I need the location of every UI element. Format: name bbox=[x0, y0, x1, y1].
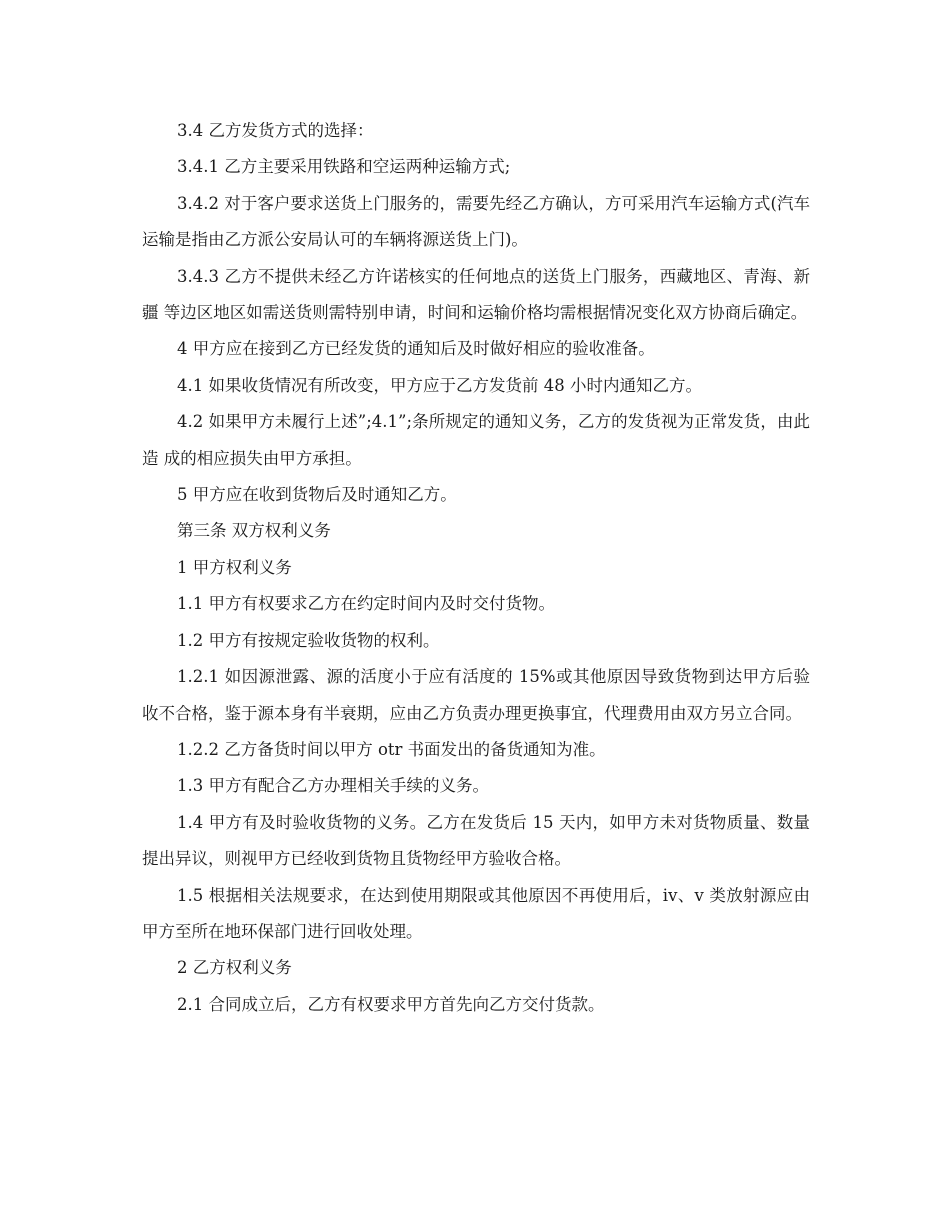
paragraph-1-2-2: 1.2.2 乙方备货时间以甲方 otr 书面发出的备货通知为准。 bbox=[177, 739, 606, 759]
article-3-heading: 第三条 双方权利义务 bbox=[177, 521, 331, 541]
paragraph-4-1: 4.1 如果收货情况有所改变，甲方应于乙方发货前 48 小时内通知乙方。 bbox=[177, 375, 702, 395]
paragraph-4: 4 甲方应在接到乙方已经发货的通知后及时做好相应的验收准备。 bbox=[177, 339, 655, 359]
paragraph-1-1: 1.1 甲方有权要求乙方在约定时间内及时交付货物。 bbox=[177, 594, 555, 614]
paragraph-2-1: 2.1 合同成立后，乙方有权要求甲方首先向乙方交付货款。 bbox=[177, 994, 605, 1014]
paragraph-3-4: 3.4 乙方发货方式的选择： bbox=[177, 121, 374, 140]
paragraph-3-4-1: 3.4.1 乙方主要采用铁路和空运两种运输方式; bbox=[177, 157, 511, 177]
section-1-heading: 1 甲方权利义务 bbox=[177, 557, 292, 577]
paragraph-4-2: 4.2 如果甲方未履行上述”;4.1”;条所规定的通知义务，乙方的发货视为正常发货，由此造 成的相应损失由甲方承担。 bbox=[142, 412, 810, 468]
paragraph-1-3: 1.3 甲方有配合乙方办理相关手续的义务。 bbox=[177, 776, 489, 796]
paragraph-3-4-3: 3.4.3 乙方不提供未经乙方许诺核实的任何地点的送货上门服务，西藏地区、青海、新疆 等边区地区如需送货则需特别申请，时间和运输价格均需根据情况变化双方协商后确定。 bbox=[142, 266, 810, 323]
document-body bbox=[142, 113, 810, 1023]
paragraph-1-4: 1.4 甲方有及时验收货物的义务。乙方在发货后 15 天内，如甲方未对货物质量、数量提出异议，则视甲方已经收到货物且货物经甲方验收合格。 bbox=[142, 812, 810, 869]
paragraph-5: 5 甲方应在收到货物后及时通知乙方。 bbox=[177, 485, 457, 505]
paragraph-1-2-1: 1.2.1 如因源泄露、源的活度小于应有活度的 15%或其他原因导致货物到达甲方后验收不合格，鉴于源本身有半衰期，应由乙方负责办理更换事宜，代理费用由双方另立合同。 bbox=[142, 667, 810, 723]
section-2-heading: 2 乙方权利义务 bbox=[177, 958, 292, 978]
paragraph-1-5: 1.5 根据相关法规要求，在达到使用期限或其他原因不再使用后，iv、v 类放射源应由甲方至所在地环保部门进行回收处理。 bbox=[142, 885, 810, 941]
paragraph-3-4-2: 3.4.2 对于客户要求送货上门服务的，需要先经乙方确认，方可采用汽车运输方式(汽车运输是指由乙方派公安局认可的车辆将源送货上门)。 bbox=[142, 193, 810, 250]
paragraph-1-2: 1.2 甲方有按规定验收货物的权利。 bbox=[177, 630, 440, 650]
